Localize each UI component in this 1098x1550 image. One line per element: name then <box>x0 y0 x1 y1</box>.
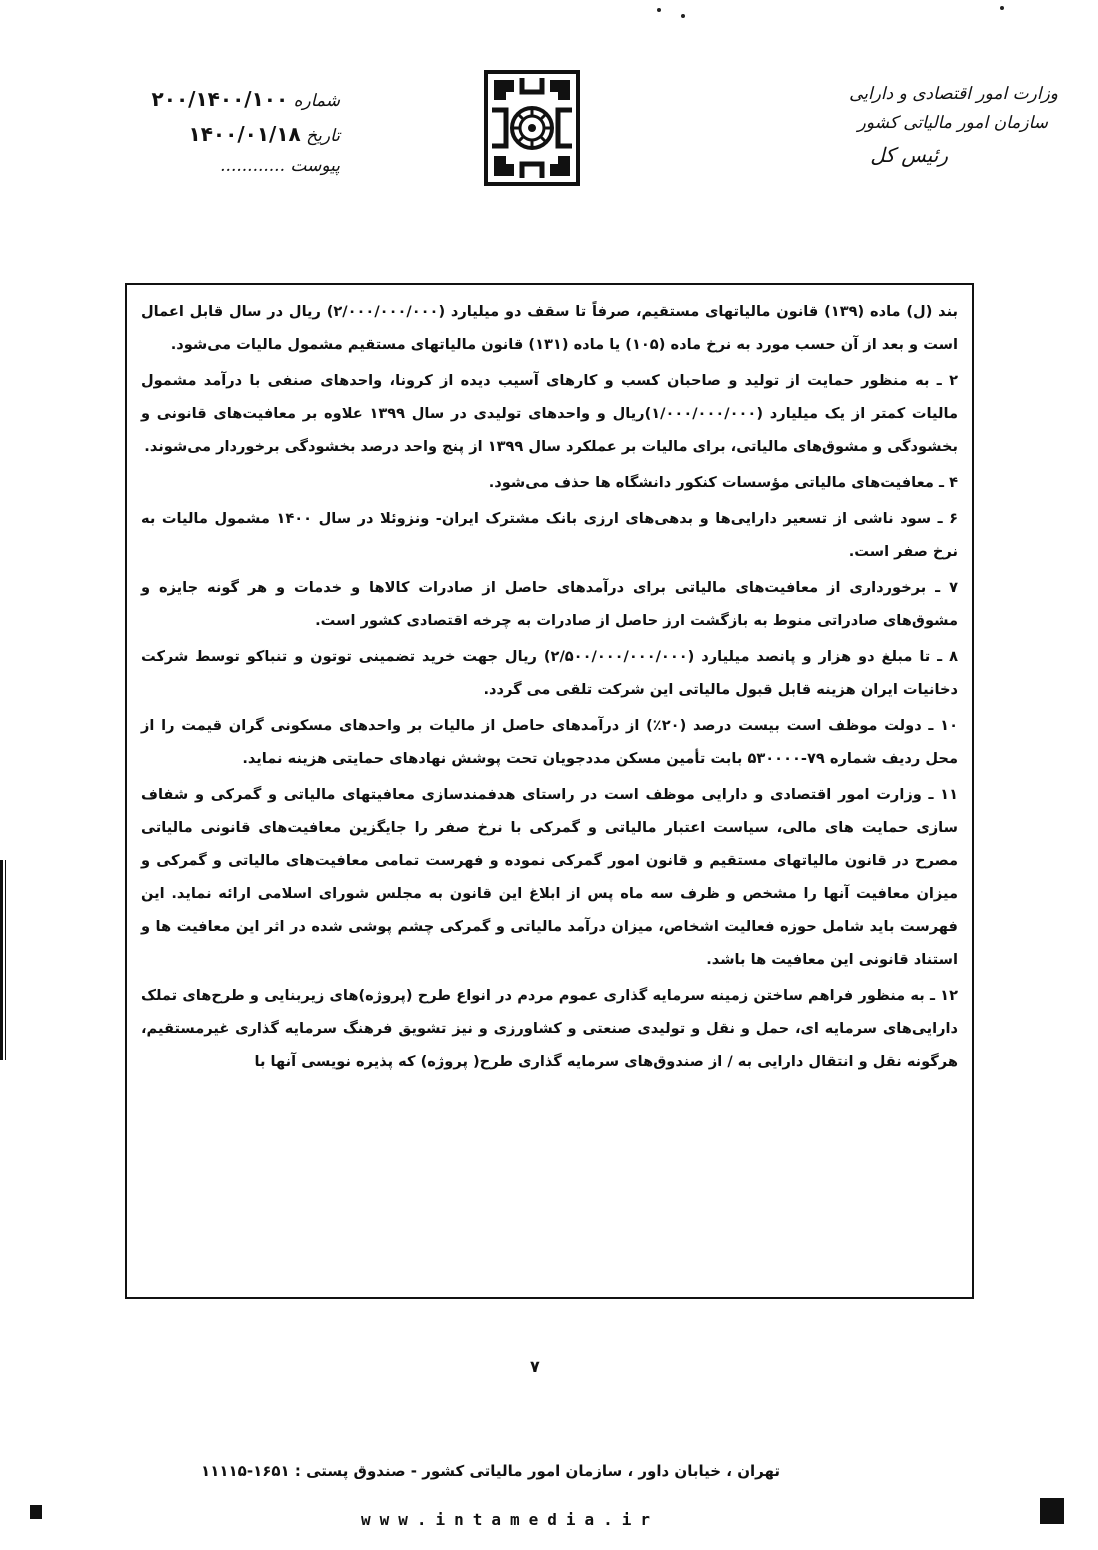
body-paragraph: ۸ ـ تا مبلغ دو هزار و پانصد میلیارد (۲/۵۰۰/۰۰۰/۰۰۰/۰۰۰) ریال جهت خرید تضمینی توتون و تنباکو توسط شرکت دخانیات ایران هزینه قابل قبول مالیاتی این شرکت تلقی می گردد. <box>141 648 958 698</box>
letter-number-row <box>100 82 340 117</box>
body-paragraph: ۶ ـ سود ناشی از تسعیر دارایی‌ها و بدهی‌های ارزی بانک مشترک ایران- ونزوئلا در سال ۱۴۰۰ مشمول مالیات به نرخ صفر است. <box>141 510 959 560</box>
footer-website: www.intamedia.ir <box>360 1510 660 1529</box>
letter-body <box>125 283 974 1299</box>
letterhead-right <box>758 80 1058 172</box>
ministry-name: وزارت امور اقتصادی و دارایی <box>849 84 1058 104</box>
letter-number-label: شماره <box>293 91 340 111</box>
scan-speck <box>681 14 685 18</box>
scan-edge-line <box>0 860 6 1060</box>
footer-address: تهران ، خیابان داور ، سازمان امور مالیاتی کشور - صندوق پستی : ۱۶۵۱-۱۱۱۱۵ <box>201 1462 780 1480</box>
body-paragraph: ۴ ـ معافیت‌های مالیاتی مؤسسات کنکور دانشگاه ها حذف می‌شود. <box>488 474 958 491</box>
scan-speck <box>1000 6 1004 10</box>
body-paragraph: بند (ل) ماده (۱۳۹) قانون مالیاتهای مستقیم، صرفاً تا سقف دو میلیارد (۲/۰۰۰/۰۰۰/۰۰۰) ریال در سال قابل اعمال است و بعد از آن حسب مورد به نرخ ماده (۱۰۵) یا ماده (۱۳۱) قانون مالیاتهای مستقیم مشمول مالیات می‌شود. <box>141 303 959 353</box>
scan-mark <box>30 1505 42 1519</box>
organization-name: سازمان امور مالیاتی کشور <box>857 112 1048 133</box>
body-paragraph: ۱۲ ـ به منظور فراهم ساختن زمینه سرمایه گذاری عموم مردم در انواع طرح (پروژه)‌های زیربنایی و طرح‌های تملک دارایی‌های سرمایه ای، حمل و نقل و تولیدی صنعتی و کشاورزی و نیز تشویق فرهنگ سرمایه گذاری غیرمستقیم، هرگونه نقل و انتقال دارایی به / از صندوق‌های سرمایه گذاری طرح( پروژه) که پذیره نویسی آنها با <box>141 987 958 1070</box>
body-paragraph: ۲ ـ به منظور حمایت از تولید و صاحبان کسب و کارهای آسیب دیده از کرونا، واحدهای صنفی با درآمد مشمول مالیات کمتر از یک میلیارد (۱/۰۰۰/۰۰۰/۰۰۰)ریال و واحدهای تولیدی در سال ۱۳۹۹ علاوه بر معافیت‌های قانونی و بخشودگی و مشوق‌های مالیاتی، برای مالیات بر عملکرد سال ۱۳۹۹ از پنج واحد درصد بخشودگی برخوردار می‌شوند. <box>141 372 958 455</box>
letter-number-value: ۲۰۰/۱۴۰۰/۱۰۰ <box>151 87 289 111</box>
letter-date-value: ۱۴۰۰/۰۱/۱۸ <box>188 122 301 146</box>
scan-mark <box>1040 1498 1064 1524</box>
letter-date-label: تاریخ <box>306 126 340 146</box>
body-paragraph: ۱۰ ـ دولت موظف است بیست درصد (۲۰٪) از درآمدهای حاصل از مالیات بر واحدهای مسکونی گران قیمت را از محل ردیف شماره ۷۹-۵۳۰۰۰۰ بابت تأمین مسکن مددجویان تحت پوشش نهادهای حمایتی هزینه نماید. <box>141 717 958 767</box>
organization-emblem-icon <box>484 70 580 186</box>
body-paragraph: ۷ ـ برخورداری از معافیت‌های مالیاتی برای درآمدهای حاصل از صادرات کالاها و خدمات و هر گونه جایزه و مشوق‌های صادراتی منوط به بازگشت ارز حاصل از صادرات به چرخه اقتصادی کشور است. <box>141 579 958 629</box>
scan-speck <box>657 8 661 12</box>
office-title: رئیس کل <box>870 142 948 167</box>
letter-attachment-row <box>100 152 340 182</box>
body-paragraph: ۱۱ ـ وزارت امور اقتصادی و دارایی موظف است در راستای هدفمندسازی معافیتهای مالیاتی و گمرکی و شفاف سازی حمایت های مالی، سیاست اعتبار مالیاتی و گمرکی با نرخ صفر را جایگزین معافیت‌های قانونی مالیاتی مصرح در قانون مالیاتهای مستقیم و قانون امور گمرکی نموده و فهرست تمامی معافیت‌های مالیاتی و گمرکی و میزان معافیت آنها را مشخص و ظرف سه ماه پس از ابلاغ این قانون به مجلس شورای اسلامی ارائه نماید. این فهرست باید شامل حوزه فعالیت اشخاص، میزان درآمد مالیاتی و گمرکی چشم پوشی شده در اثر این معافیت ها و استناد قانونی این معافیت ها باشد. <box>141 786 958 968</box>
page-number: ۷ <box>530 1357 540 1376</box>
letter-date-row <box>100 117 340 152</box>
letter-attachment-value: ............ <box>220 156 285 176</box>
letter-meta <box>100 82 340 182</box>
letter-attachment-label: پیوست <box>290 156 340 176</box>
